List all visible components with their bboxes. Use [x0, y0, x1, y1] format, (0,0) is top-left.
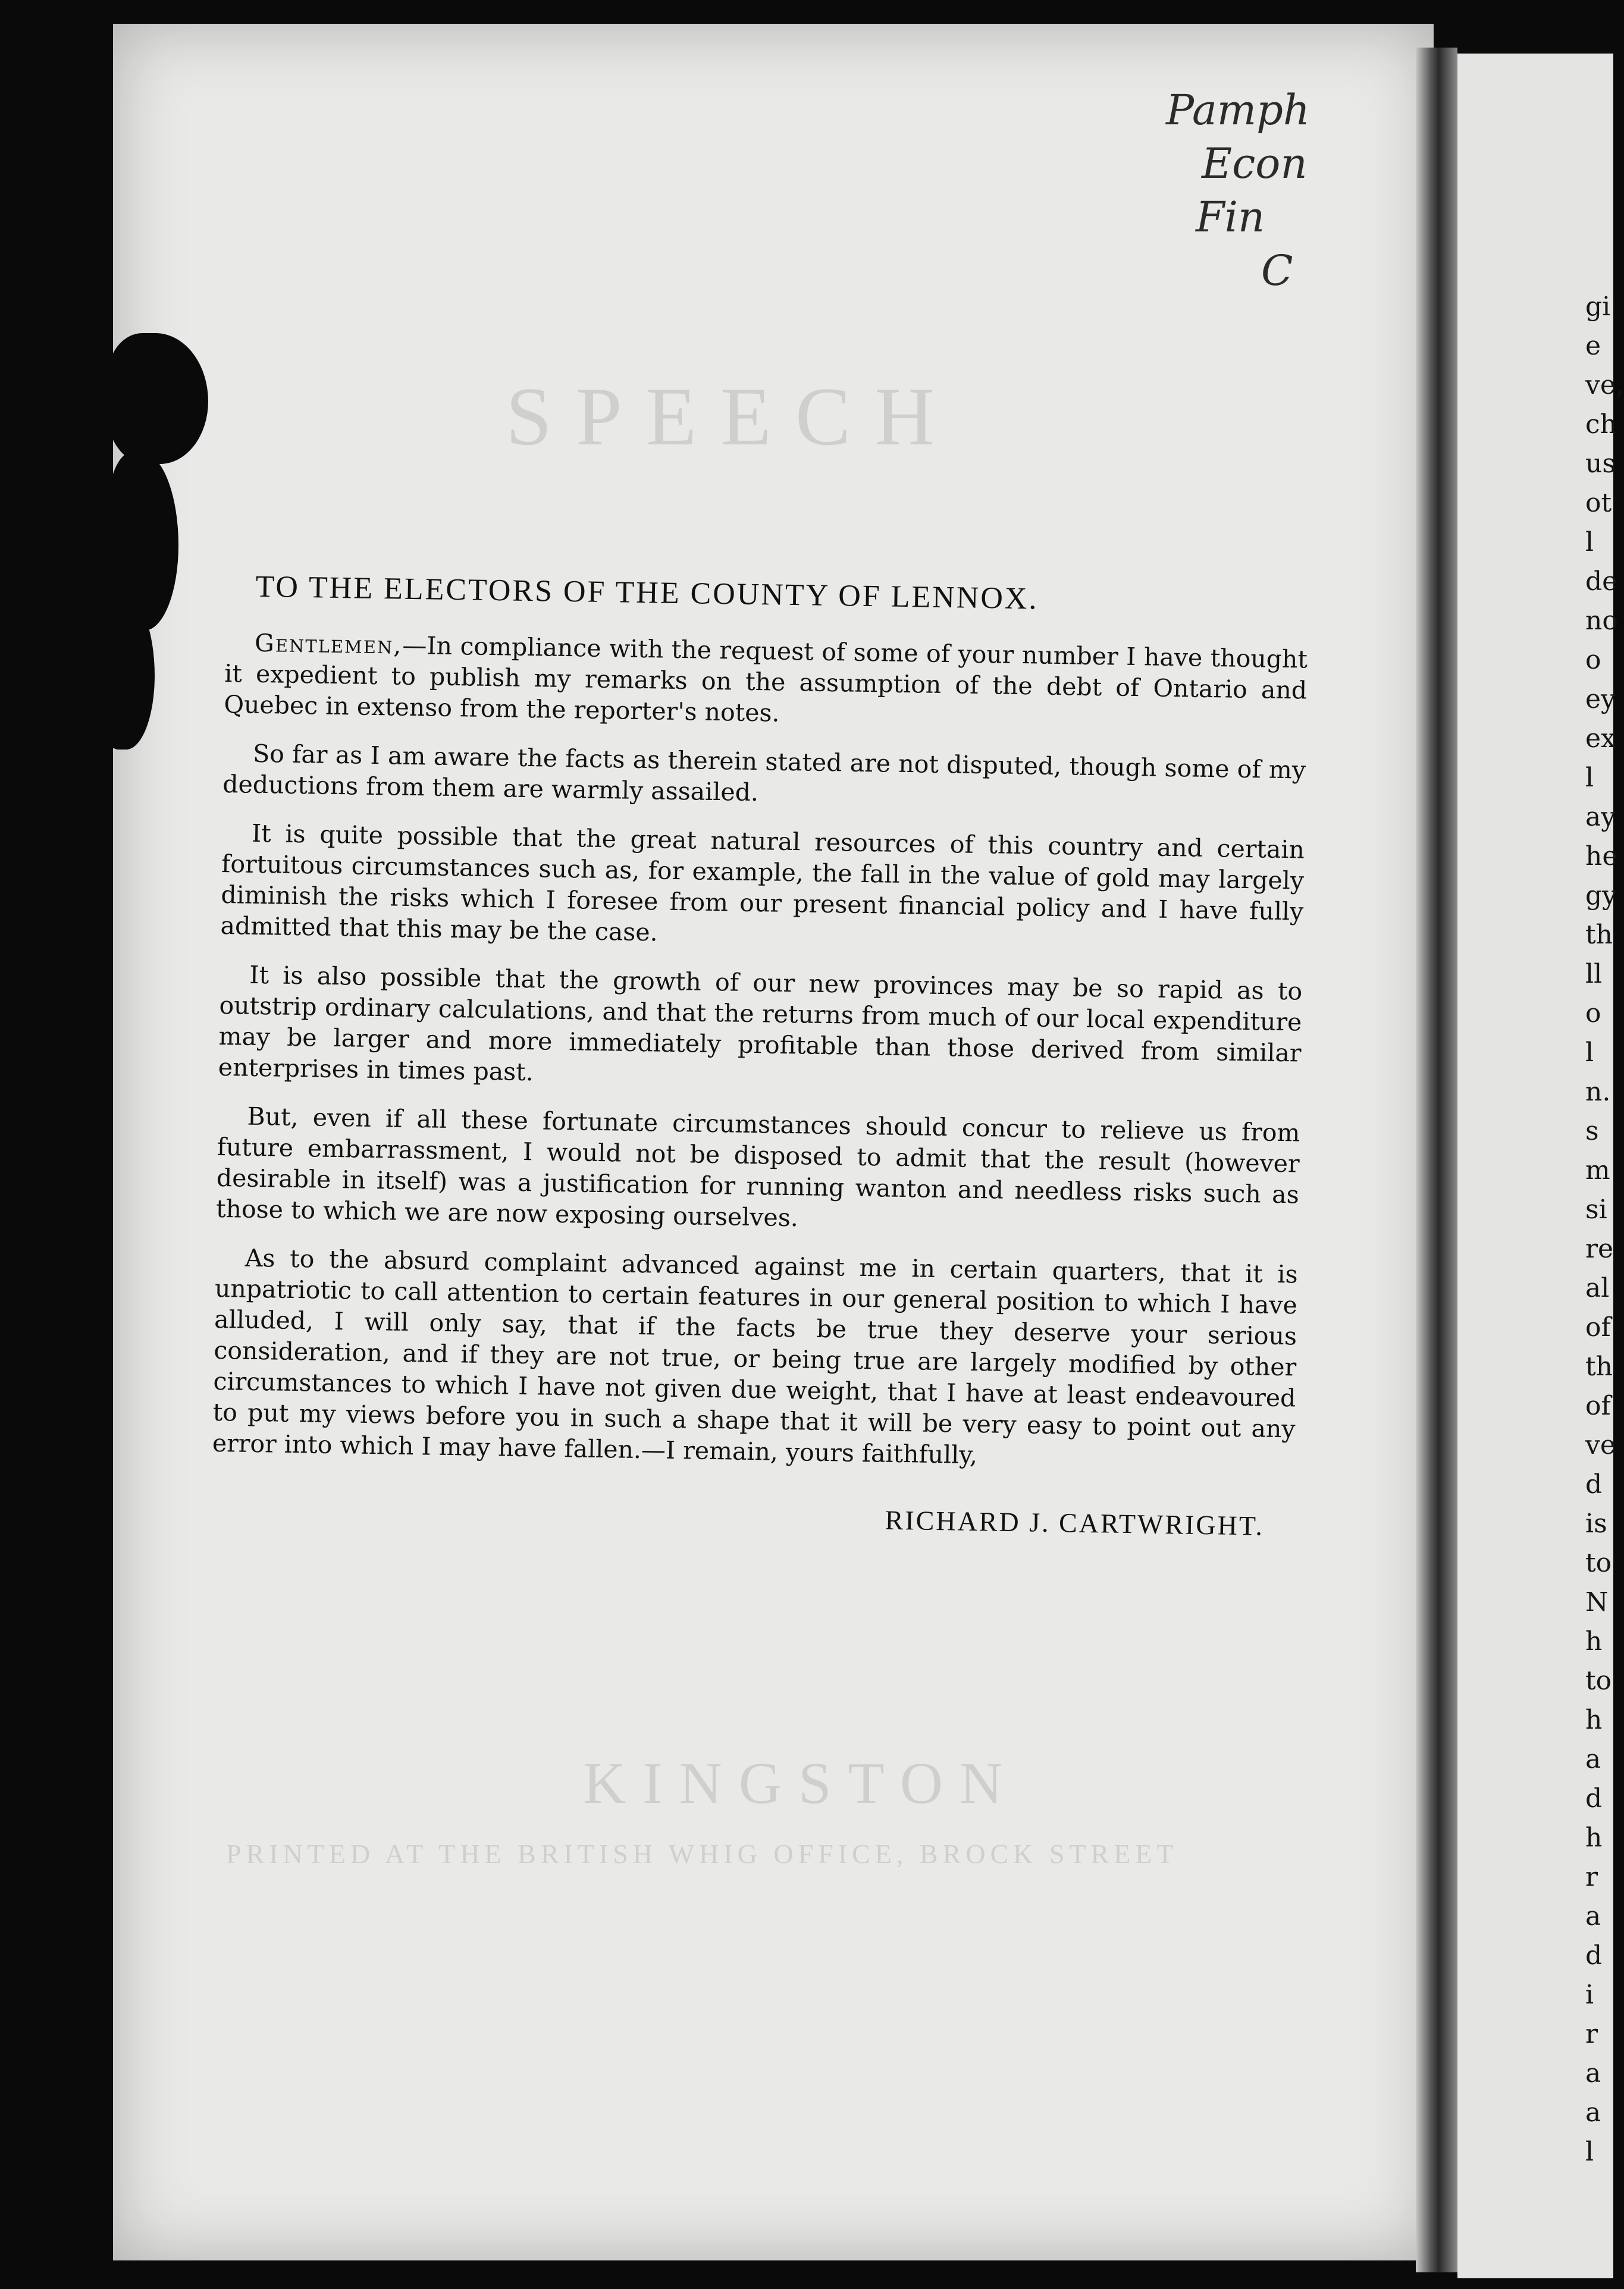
letter-paragraph: But, even if all these fortunate circumstances should concur to relieve us from future embarrassment, I would not be disposed to admit that the result (however desirable in itself) was a justification for running wanton and needless risks such as those to which we are now exposing ourselves.	[215, 1102, 1300, 1233]
letter-paragraph: As to the absurd complaint advanced against me in certain quarters, that it is unpatriotic to call attention to certain features in our general position to which I have alluded, I will only say, that if the facts be true they deserve your serious consideration, and if they are not true, or being true are largely modified by other circumstances to which I have not given due weight, that I have at least endeavoured to put my views before you in such a shape that it will be very easy to point out any error into which I may have fallen.—I remain, yours faithfully,	[212, 1243, 1299, 1470]
facing-page-fragment: ot	[1585, 488, 1612, 518]
facing-page-fragment: us	[1585, 449, 1616, 479]
handwritten-line: Econ	[1202, 139, 1308, 188]
facing-page-fragment: th	[1585, 920, 1613, 950]
facing-page-fragment: gy	[1585, 880, 1617, 911]
facing-page-fragment: no	[1585, 606, 1618, 636]
facing-page-fragment: l	[1585, 2137, 1594, 2167]
facing-page-fragment: N	[1585, 1587, 1609, 1617]
facing-page-fragment: r	[1585, 2019, 1598, 2049]
facing-page	[1457, 54, 1624, 2278]
facing-page-fragment: ch	[1585, 409, 1617, 440]
facing-page-fragment: l	[1585, 1037, 1594, 1068]
handwritten-catalog-note	[1166, 83, 1310, 297]
bleedthrough-title: SPEECH	[506, 371, 959, 463]
facing-page-fragment: ey	[1585, 684, 1616, 714]
facing-page-fragment: h	[1585, 1626, 1603, 1657]
facing-page-fragment: al	[1585, 1273, 1610, 1303]
facing-page-fragment: a	[1585, 2058, 1601, 2089]
letter-paragraph: It is quite possible that the great natural resources of this country and certain fortuitous circumstances such as, for example, the fall in the value of gold may largely diminish the risks which I foresee from our present financial policy and I have fully admitted that this may be the case.	[220, 819, 1305, 947]
facing-page-fragment: to	[1585, 1548, 1612, 1578]
letter-paragraph	[224, 627, 1308, 737]
facing-page-fragment: d	[1585, 1940, 1603, 1971]
facing-page-fragment: o	[1585, 645, 1601, 675]
facing-page-fragment: r	[1585, 1862, 1598, 1892]
facing-page-fragment: de	[1585, 566, 1618, 597]
salutation: Gentlemen,	[254, 628, 403, 660]
facing-page-fragment: a	[1585, 1744, 1601, 1774]
facing-page-fragment: l	[1585, 527, 1594, 557]
facing-page-fragment: ve	[1585, 1430, 1616, 1460]
bleedthrough-place: KINGSTON	[583, 1750, 1020, 1816]
facing-page-fragment: gi	[1585, 291, 1611, 322]
facing-page-fragment: is	[1585, 1509, 1607, 1539]
facing-page-fragment: to	[1585, 1666, 1612, 1696]
facing-page-fragment: a	[1585, 2097, 1601, 2128]
handwritten-line: Fin	[1196, 193, 1265, 242]
facing-page-fragment: s	[1585, 1116, 1599, 1146]
facing-page-fragment: d	[1585, 1783, 1603, 1814]
binding-gutter	[1416, 48, 1457, 2272]
facing-page-fragment: d	[1585, 1469, 1603, 1500]
facing-page-fragment: of	[1585, 1391, 1611, 1421]
facing-page-fragment: o	[1585, 998, 1601, 1029]
letter-paragraph: It is also possible that the growth of our new provinces may be so rapid as to outstrip ordinary calculations, and that the returns from much of our local expenditure may be larger and more immediately profitable than those derived from similar enterprises in times past.	[218, 960, 1303, 1087]
letter-heading: TO THE ELECTORS OF THE COUNTY OF LENNOX.	[255, 569, 1039, 616]
facing-page-fragment: m	[1585, 1155, 1610, 1186]
facing-page-fragment: th	[1585, 1352, 1613, 1382]
open-letter	[211, 571, 1309, 1542]
facing-page-fragment: h	[1585, 1705, 1603, 1735]
letter-paragraph: So far as I am aware the facts as therein stated are not disputed, though some of my deductions from them are warmly assailed.	[222, 739, 1306, 807]
facing-page-fragment: l	[1585, 763, 1594, 793]
facing-page-fragment: re	[1585, 1234, 1614, 1264]
facing-page-fragment: a	[1585, 1901, 1601, 1931]
facing-page-fragment: si	[1585, 1194, 1607, 1225]
signature: RICHARD J. CARTWRIGHT.	[885, 1504, 1265, 1541]
facing-page-fragment: of	[1585, 1312, 1611, 1343]
paragraph-text: —In compliance with the request of some of your number I have thought it expedient to publish my remarks on the assumption of the debt of Ontario and Quebec in extenso from the reporter's notes.	[224, 631, 1308, 728]
facing-page-fragment: i	[1585, 1980, 1594, 2010]
facing-page-fragment: he	[1585, 841, 1618, 871]
facing-page-fragment: h	[1585, 1823, 1603, 1853]
handwritten-line: C	[1261, 246, 1293, 295]
facing-page-fragment: ve,	[1585, 370, 1624, 400]
bleedthrough-imprint: PRINTED AT THE BRITISH WHIG OFFICE, BROCK STREET	[226, 1839, 1178, 1869]
facing-page-fragment: n.	[1585, 1077, 1611, 1107]
facing-page-fragment: e	[1585, 331, 1601, 361]
facing-page-fragment: ay	[1585, 802, 1616, 832]
facing-page-fragment: ex	[1585, 723, 1616, 754]
facing-page-fragment: ll	[1585, 959, 1603, 989]
handwritten-line: Pamph	[1166, 86, 1310, 134]
